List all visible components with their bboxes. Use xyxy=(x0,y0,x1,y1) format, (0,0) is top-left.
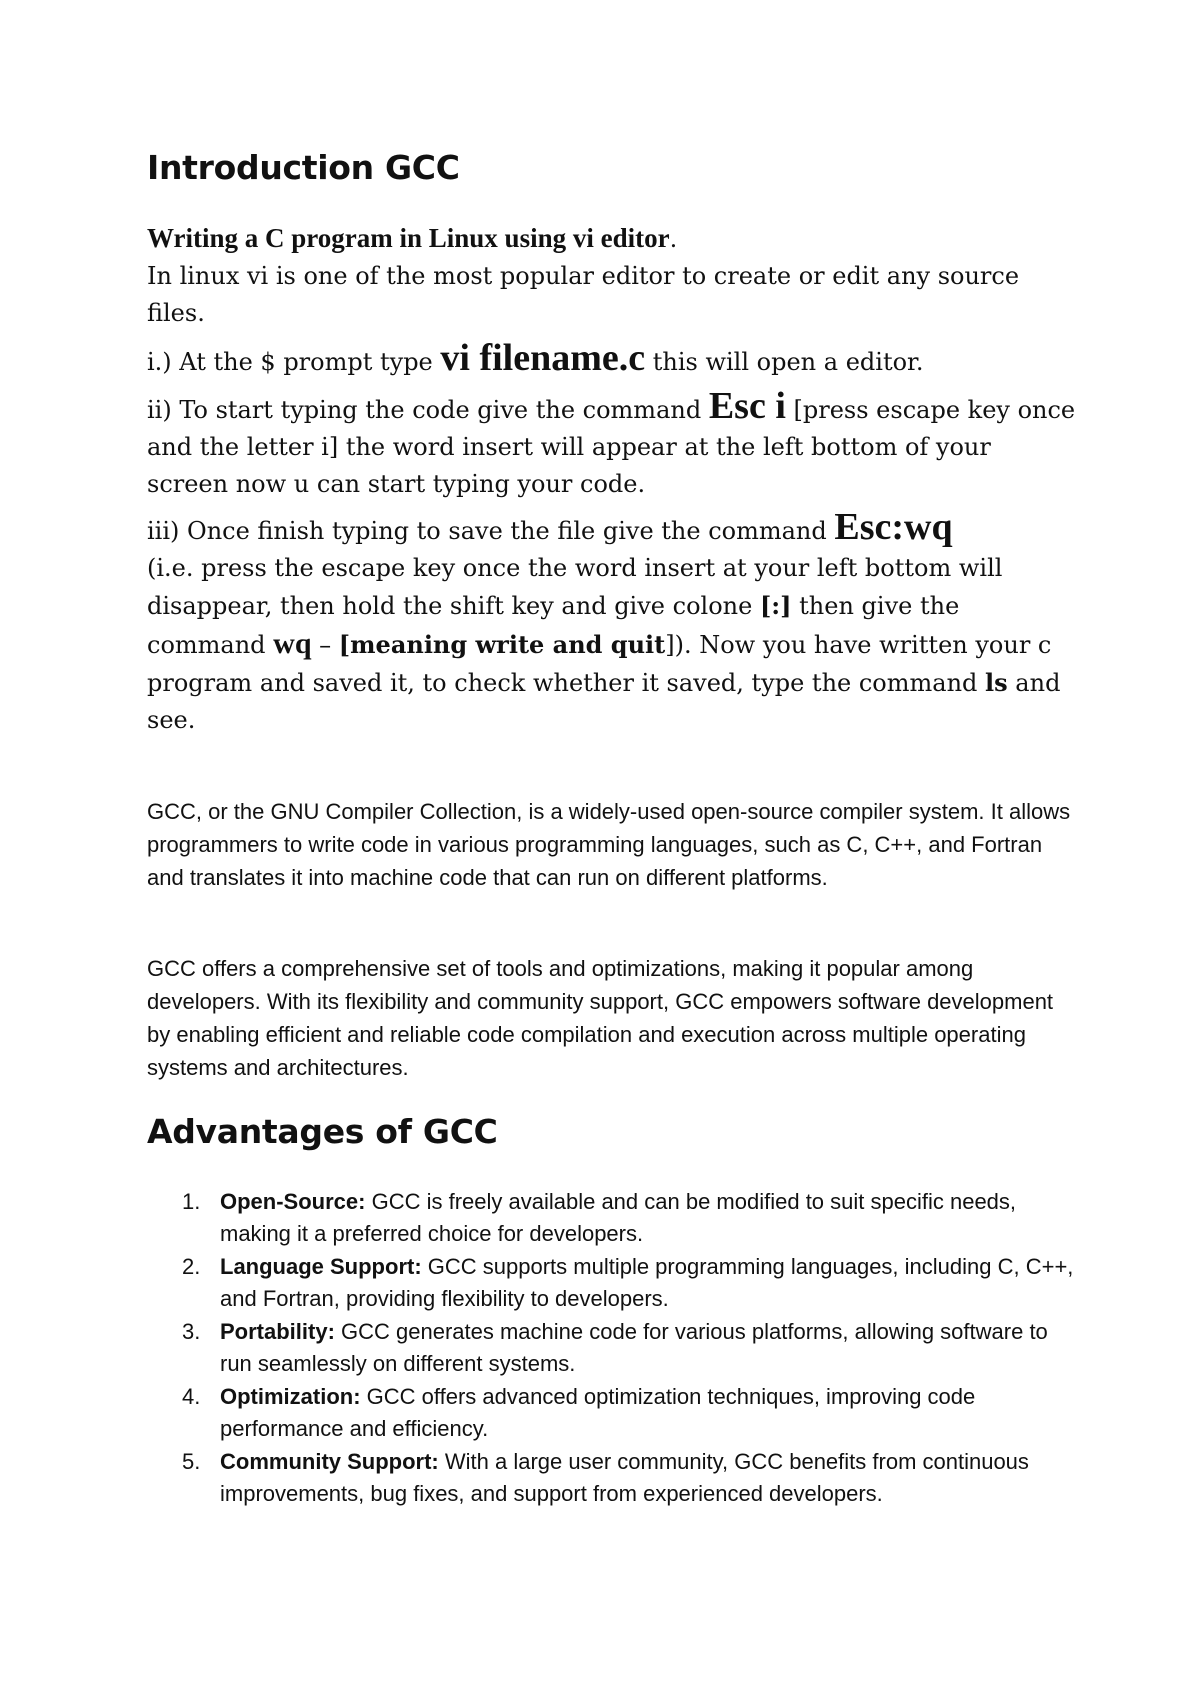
list-item-term: Portability: xyxy=(220,1319,335,1344)
step-2-pre: ii) To start typing the code give the command xyxy=(147,396,709,424)
step-3-command: Esc:wq xyxy=(834,506,953,548)
step-3-colon: [:] xyxy=(759,591,792,620)
step-3-end: and see. xyxy=(147,669,1061,734)
list-item-text: GCC offers advanced optimization techniques, improving code performance and efficiency. xyxy=(220,1384,976,1441)
list-item-text: GCC supports multiple programming languages, including C, C++, and Fortran, providing flexibility to developers. xyxy=(220,1254,1074,1311)
list-item xyxy=(147,1316,1077,1380)
list-item-number: 1. xyxy=(182,1189,201,1214)
intro-heading: Introduction GCC xyxy=(147,148,460,187)
vi-subheading-text: Writing a C program in Linux using vi editor xyxy=(147,223,670,253)
list-item-text: GCC generates machine code for various platforms, allowing software to run seamlessly on different systems. xyxy=(220,1319,1048,1376)
list-item-term: Open-Source: xyxy=(220,1189,366,1214)
list-item-term: Community Support: xyxy=(220,1449,439,1474)
advantages-list xyxy=(147,1186,1077,1511)
vi-intro-paragraph: In linux vi is one of the most popular editor to create or edit any source files. xyxy=(147,262,1020,327)
step-3-explain: (i.e. press the escape key once the word insert at your left bottom will disappear, then hold the shift key and give colone xyxy=(147,554,1003,620)
list-item xyxy=(147,1381,1077,1445)
list-item xyxy=(147,1251,1077,1315)
list-item xyxy=(147,1186,1077,1250)
step-1-post: this will open a editor. xyxy=(645,348,924,376)
step-3-ls: ls xyxy=(985,668,1008,697)
list-item-number: 5. xyxy=(182,1449,201,1474)
list-item-number: 3. xyxy=(182,1319,201,1344)
vi-instructions xyxy=(147,220,1077,739)
step-3-dash: – xyxy=(311,631,339,659)
step-3-after: ]). Now you have written your c program and saved it, to check whether it saved, type the command xyxy=(147,631,1052,697)
step-3-pre: iii) Once finish typing to save the file give the command xyxy=(147,517,835,545)
vi-subheading xyxy=(147,220,1077,258)
list-item-number: 4. xyxy=(182,1384,201,1409)
step-3-mid: then give the command xyxy=(147,592,960,659)
step-2-command: Esc i xyxy=(708,385,786,427)
list-item xyxy=(147,1446,1077,1510)
step-3 xyxy=(147,506,1077,739)
vi-subheading-period: . xyxy=(669,225,678,253)
step-1-pre: i.) At the $ prompt type xyxy=(147,348,441,376)
list-item-text: GCC is freely available and can be modified to suit specific needs, making it a preferred choice for developers. xyxy=(220,1189,1017,1246)
step-2 xyxy=(147,385,1077,503)
gcc-paragraph-1: GCC, or the GNU Compiler Collection, is a widely-used open-source compiler system. It allows programmers to write code in various programming languages, such as C, C++, and Fortran and translates it into machine code that can run on different platforms. xyxy=(147,799,1071,890)
step-3-meaning: [meaning write and quit xyxy=(338,630,666,659)
gcc-paragraph-2: GCC offers a comprehensive set of tools and optimizations, making it popular among developers. With its flexibility and community support, GCC empowers software development by enabling efficient and reliable code compilation and execution across multiple operating systems and architectures. xyxy=(147,956,1054,1080)
step-3-wq: wq xyxy=(273,627,312,660)
step-1 xyxy=(147,338,1077,382)
list-item-term: Optimization: xyxy=(220,1384,361,1409)
advantages-heading: Advantages of GCC xyxy=(147,1112,498,1151)
list-item-number: 2. xyxy=(182,1254,201,1279)
step-2-post: [press escape key once and the letter i] the word insert will appear at the left bottom of your screen now u can start typing your code. xyxy=(147,396,1076,498)
list-item-term: Language Support: xyxy=(220,1254,422,1279)
list-item-text: With a large user community, GCC benefits from continuous improvements, bug fixes, and support from experienced developers. xyxy=(220,1449,1029,1506)
step-1-command: vi filename.c xyxy=(440,337,646,379)
